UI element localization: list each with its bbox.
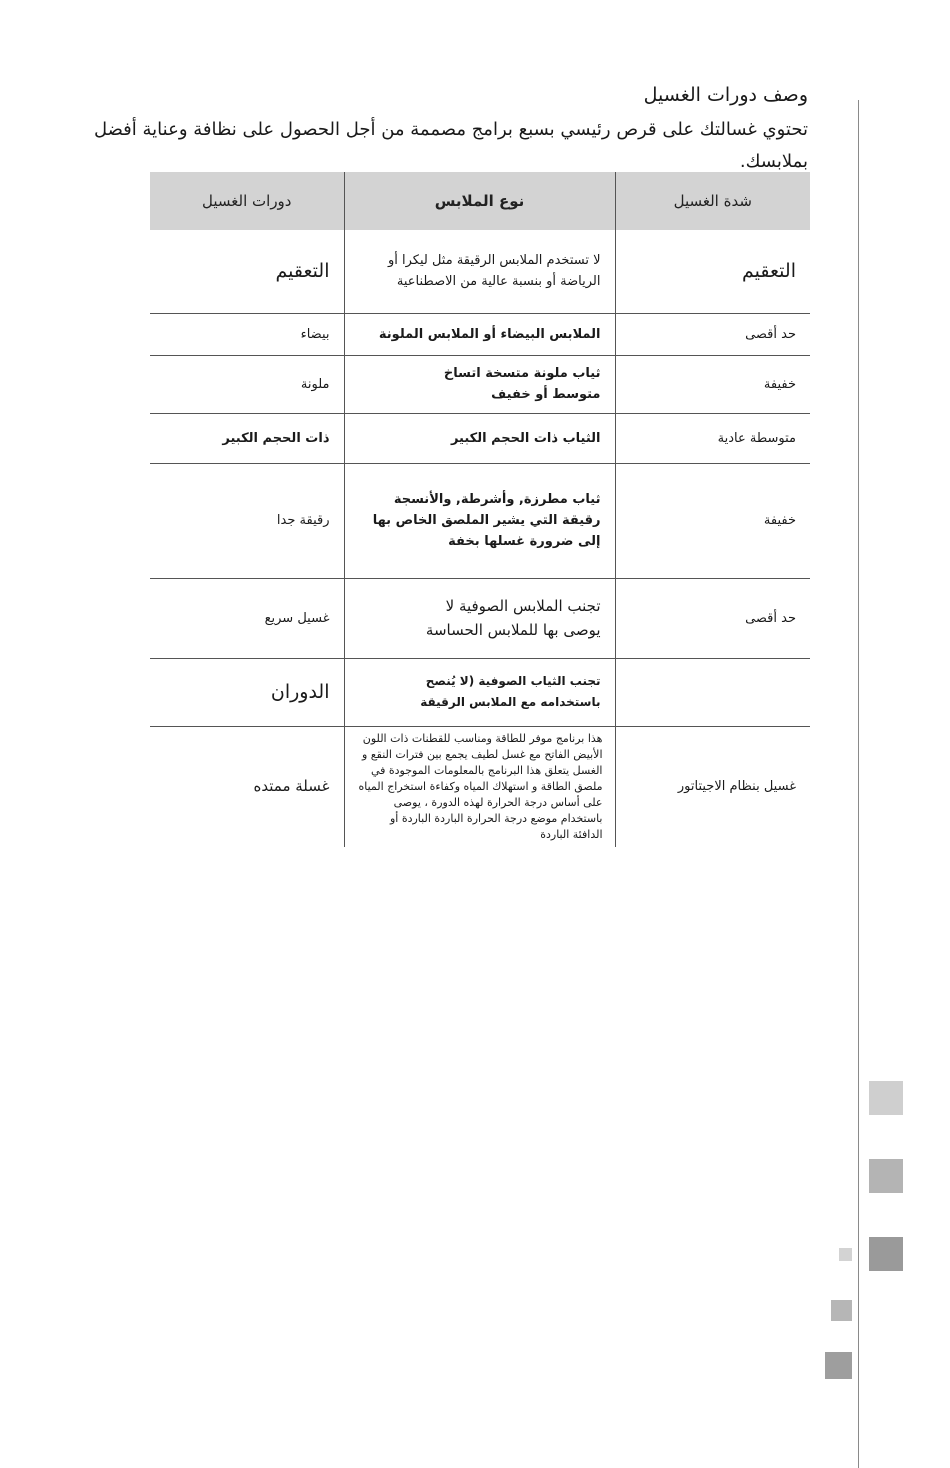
cell-clothes: الثياب ذات الحجم الكبير	[344, 413, 615, 463]
page-tab-marker	[869, 1159, 903, 1193]
cell-intensity	[615, 658, 810, 726]
cell-clothes: الملابس البيضاء أو الملابس الملونة	[344, 313, 615, 355]
cell-cycle: ملونة	[150, 355, 344, 413]
table-row	[150, 578, 810, 658]
cell-clothes: لا تستخدم الملابس الرقيقة مثل ليكرا أو الرياضة أو بنسبة عالية من الاصطناعية	[344, 230, 615, 313]
margin-rule	[858, 100, 859, 1468]
table-row	[150, 413, 810, 463]
cell-intensity: خفيفة	[615, 463, 810, 578]
cell-cycle: ذات الحجم الكبير	[150, 413, 344, 463]
cell-cycle: التعقيم	[150, 230, 344, 313]
cell-cycle: غسلة ممتده	[253, 777, 330, 795]
page-tab-marker	[869, 1237, 903, 1271]
table-row	[150, 313, 810, 355]
table-row	[150, 658, 810, 726]
header-intensity: شدة الغسيل	[615, 172, 810, 230]
table-row	[150, 463, 810, 578]
cell-clothes: تجنب الملابس الصوفية لا يوصى بها للملابس الحساسة	[344, 578, 615, 658]
wash-cycles-table	[150, 172, 810, 847]
header-clothes: نوع الملابس	[344, 172, 615, 230]
decor-square	[825, 1352, 852, 1379]
cell-intensity: التعقيم	[615, 230, 810, 313]
cell-cycle: غسيل سريع	[150, 578, 344, 658]
decor-square	[831, 1300, 852, 1321]
intro-paragraph: تحتوي غسالتك على قرص رئيسي بسبع برامج مصممة من أجل الحصول على نظافة وعناية أفضل بملابسك.	[93, 119, 808, 172]
cell-cycle: بيضاء	[150, 313, 344, 355]
table-row	[150, 726, 810, 847]
page-title: وصف دورات الغسيل	[643, 84, 808, 106]
cell-intensity: خفيفة	[615, 355, 810, 413]
cell-intensity: حد أقصى	[615, 313, 810, 355]
cell-intensity: غسيل بنظام الاجيتاتور	[615, 726, 810, 847]
cell-cycle: رقيقة جدا	[150, 463, 344, 578]
cell-intensity: حد أقصى	[615, 578, 810, 658]
cell-intensity: متوسطة عادية	[615, 413, 810, 463]
cell-clothes: ثياب ملونة متسخة اتساخ متوسط أو خفيف	[344, 355, 615, 413]
cell-clothes: ثياب مطرزة, وأشرطة, والأنسجة رقيقة التي يشير الملصق الخاص بها إلى ضرورة غسلها بخفة	[344, 463, 615, 578]
table-header-row	[150, 172, 810, 230]
cell-clothes: هذا برنامج موفر للطاقة ومناسب للقطنات ذات اللون الأبيض الفاتح مع غسل لطيف يجمع بين فترات النقع و الغسل يتعلق هذا البرنامج بالمعلومات الموجودة في ملصق الطاقة و استهلاك المياه وكفاءة استخراج المياه على أساس درجة الحرارة لهذه الدورة ، يوصى باستخدام موضع درجة الحرارة الباردة الباردة أو الدافئة الباردة	[344, 726, 615, 847]
page-tab-marker	[869, 1081, 903, 1115]
cell-clothes: تجنب الثياب الصوفية (لا يُنصح باستخدامه مع الملابس الرقيقة	[344, 658, 615, 726]
cell-cycle: الدوران	[150, 658, 344, 726]
table-row	[150, 355, 810, 413]
table-row	[150, 230, 810, 313]
decor-square	[839, 1248, 852, 1261]
header-cycle: دورات الغسيل	[150, 172, 344, 230]
